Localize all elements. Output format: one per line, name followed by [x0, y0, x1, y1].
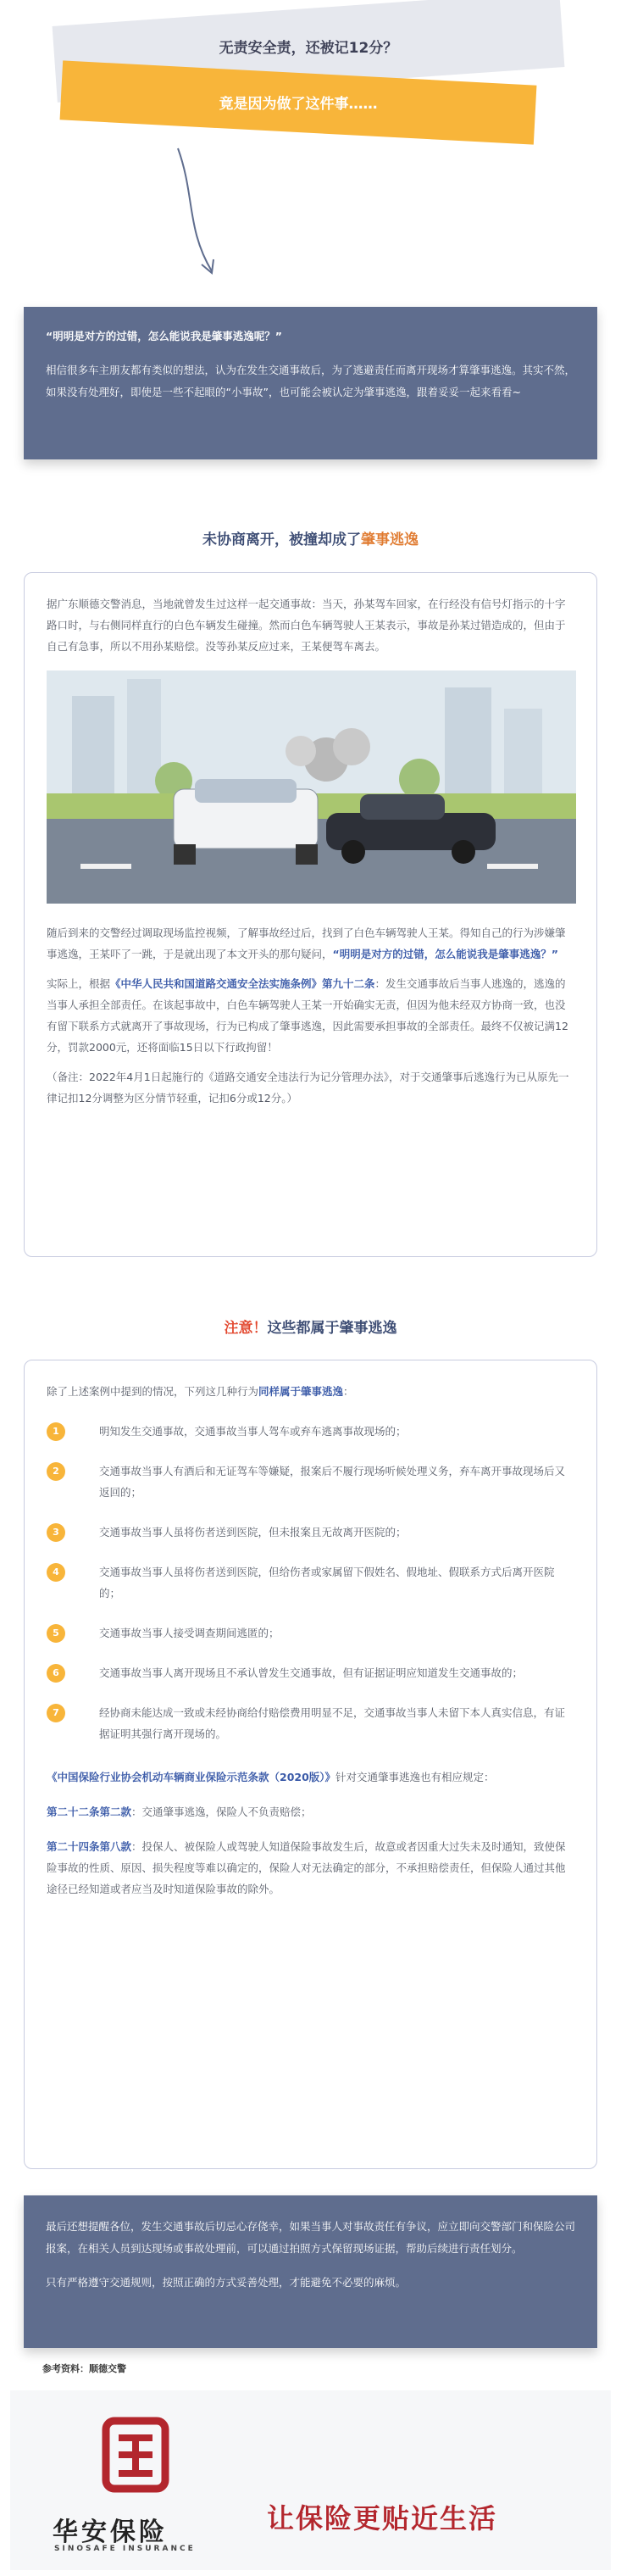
curved-arrow-icon — [169, 144, 246, 280]
case-text: 交通事故当事人有酒后和无证驾车等嫌疑，报案后不履行现场听候处理义务，弃车离开事故现场后又返回的； — [99, 1465, 566, 1499]
case-item — [47, 1662, 574, 1683]
clause-22 — [47, 1801, 574, 1822]
header-line2: 竟是因为做了这件事…… — [219, 96, 378, 114]
case-text: 明知发生交通事故，交通事故当事人驾车或弃车逃离事故现场的； — [99, 1425, 407, 1438]
clause-24 — [47, 1836, 574, 1900]
story-paragraph-1: 据广东顺德交警消息，当地就曾发生过这样一起交通事故：当天，孙某驾车回家，在行经没有信号灯指示的十字路口时，与右侧同样直行的白色车辆发生碰撞。然而白色车辆驾驶人王某表示，事故是孙某过错造成的，但由于自己有急事，所以不用孙某赔偿。没等孙某反应过来，王某便驾车离去。 — [47, 598, 566, 653]
case-number-badge: 2 — [47, 1462, 65, 1481]
header-line1: 无责安全责，还被记12分？ — [219, 40, 398, 58]
case-text: 交通事故当事人接受调查期间逃匿的； — [99, 1627, 280, 1639]
section2-title — [0, 1316, 621, 1337]
case-number-badge: 5 — [47, 1624, 65, 1643]
case-item — [47, 1522, 574, 1543]
story-note: （备注：2022年4月1日起施行的《道路交通安全违法行为记分管理办法》，对于交通肇事后逃逸行为已从原先一律记扣12分调整为区分情节轻重，记扣6分或12分。） — [47, 1071, 569, 1104]
car-crash-illustration — [47, 670, 576, 904]
cases-lead — [47, 1381, 574, 1402]
brand-english: SINOSAFE INSURANCE — [54, 2545, 196, 2553]
outro-paragraph-2: 只有严格遵守交通规则，按照正确的方式妥善处理，才能避免不必要的麻烦。 — [46, 2276, 407, 2289]
clause-22-text: ：交通肇事逃逸，保险人不负责赔偿； — [131, 1805, 312, 1818]
section1-title-prefix: 未协商离开，被撞却成了 — [202, 531, 361, 548]
story-paragraph-2 — [47, 922, 574, 965]
case-number-badge: 6 — [47, 1664, 65, 1683]
law-prefix: 实际上，根据 — [47, 977, 111, 990]
case-text: 交通事故当事人虽将伤者送到医院，但未报案且无故离开医院的； — [99, 1526, 407, 1538]
cases-lead-suffix: ： — [343, 1385, 354, 1398]
outro-paragraph-1: 最后还想提醒各位，发生交通事故后切忌心存侥幸，如果当事人对事故责任有争议，应立即向交警部门和保险公司报案，在相关人员到达现场或事故处理前，可以通过拍照方式保留现场证据，帮助后续进行责任划分。 — [46, 2220, 576, 2255]
case-text: 交通事故当事人虽将伤者送到医院，但给伤者或家属留下假姓名、假地址、假联系方式后离开医院的； — [99, 1566, 555, 1600]
intro-body: 相信很多车主朋友都有类似的想法，认为在发生交通事故后，为了逃避责任而离开现场才算肇事逃逸。其实不然，如果没有处理好，即使是一些不起眼的“小事故”，也可能会被认定为肇事逃逸，跟着妥妥一起来看看~ — [46, 364, 576, 398]
clause-22-title: 第二十二条第二款 — [47, 1805, 132, 1818]
case-item — [47, 1460, 574, 1503]
clause-intro — [47, 1766, 574, 1788]
law-explanation: ：发生交通事故后当事人逃逸的，逃逸的当事人承担全部责任。在该起事故中，白色车辆驾驶人王某一开始确实无责，但因为他未经双方协商一致，也没有留下联系方式就离开了事故现场，行为已构成了肇事逃逸，因此需要承担事故的全部责任。最终不仅被记满12分，罚款2000元，还将面临15日以下行政拘留！ — [47, 977, 568, 1054]
section2-title-alert: 注意！ — [224, 1320, 268, 1337]
story-quote: “明明是对方的过错，怎么能说我是肇事逃逸？” — [332, 948, 558, 960]
reference-source: 参考资料：顺德交警 — [42, 2363, 126, 2374]
case-text: 交通事故当事人离开现场且不承认曾发生交通事故，但有证据证明应知道发生交通事故的； — [99, 1666, 524, 1679]
section2-title-rest: 这些都属于肇事逃逸 — [267, 1320, 397, 1337]
brand-name: 华安保险 — [53, 2518, 168, 2547]
case-story-card — [24, 572, 597, 1257]
clause-24-title: 第二十四条第八款 — [47, 1840, 132, 1853]
case-number-badge: 3 — [47, 1523, 65, 1542]
case-item — [47, 1622, 574, 1644]
brand-slogan: 让保险更贴近生活 — [267, 2502, 498, 2534]
clause-24-text: ：投保人、被保险人或驾驶人知道保险事故发生后，故意或者因重大过失未及时通知，致使保险事故的性质、原因、损失程度等难以确定的，保险人对无法确定的部分，不承担赔偿责任，但保险人通过其他途径已经知道或者应当及时知道保险事故的除外。 — [47, 1840, 566, 1895]
case-item — [47, 1561, 574, 1604]
intro-question: “明明是对方的过错，怎么能说我是肇事逃逸呢？” — [46, 330, 282, 342]
law-reference: 《中华人民共和国道路交通安全法实施条例》第九十二条 — [110, 977, 375, 990]
case-number-badge: 7 — [47, 1704, 65, 1722]
cases-lead-prefix: 除了上述案例中提到的情况，下列这几种行为 — [47, 1385, 259, 1398]
intro-panel — [24, 307, 597, 459]
section1-title — [0, 527, 621, 548]
outro-panel — [24, 2195, 597, 2348]
case-text: 经协商未能达成一致或未经协商给付赔偿费用明显不足，交通事故当事人未留下本人真实信息，有证据证明其强行离开现场的。 — [99, 1706, 566, 1740]
sinosafe-logo-icon — [80, 2414, 208, 2499]
case-item — [47, 1702, 574, 1744]
story-paragraph-3 — [47, 973, 574, 1058]
escape-cases-card — [24, 1360, 597, 2169]
case-number-badge: 1 — [47, 1422, 65, 1441]
section1-title-highlight: 肇事逃逸 — [361, 531, 419, 548]
insurance-clause-rest: 针对交通肇事逃逸也有相应规定： — [335, 1771, 495, 1783]
insurance-clause-title: 《中国保险行业协会机动车辆商业保险示范条款（2020版）》 — [47, 1771, 336, 1783]
cases-lead-highlight: 同样属于肇事逃逸 — [258, 1385, 344, 1398]
story-paragraph-2-text: 随后到来的交警经过调取现场监控视频，了解事故经过后，找到了白色车辆驾驶人王某。得知自己的行为涉嫌肇事逃逸，王某吓了一跳，于是就出现了本文开头的那句疑问， — [47, 926, 566, 960]
case-item — [47, 1421, 574, 1442]
case-number-badge: 4 — [47, 1563, 65, 1582]
